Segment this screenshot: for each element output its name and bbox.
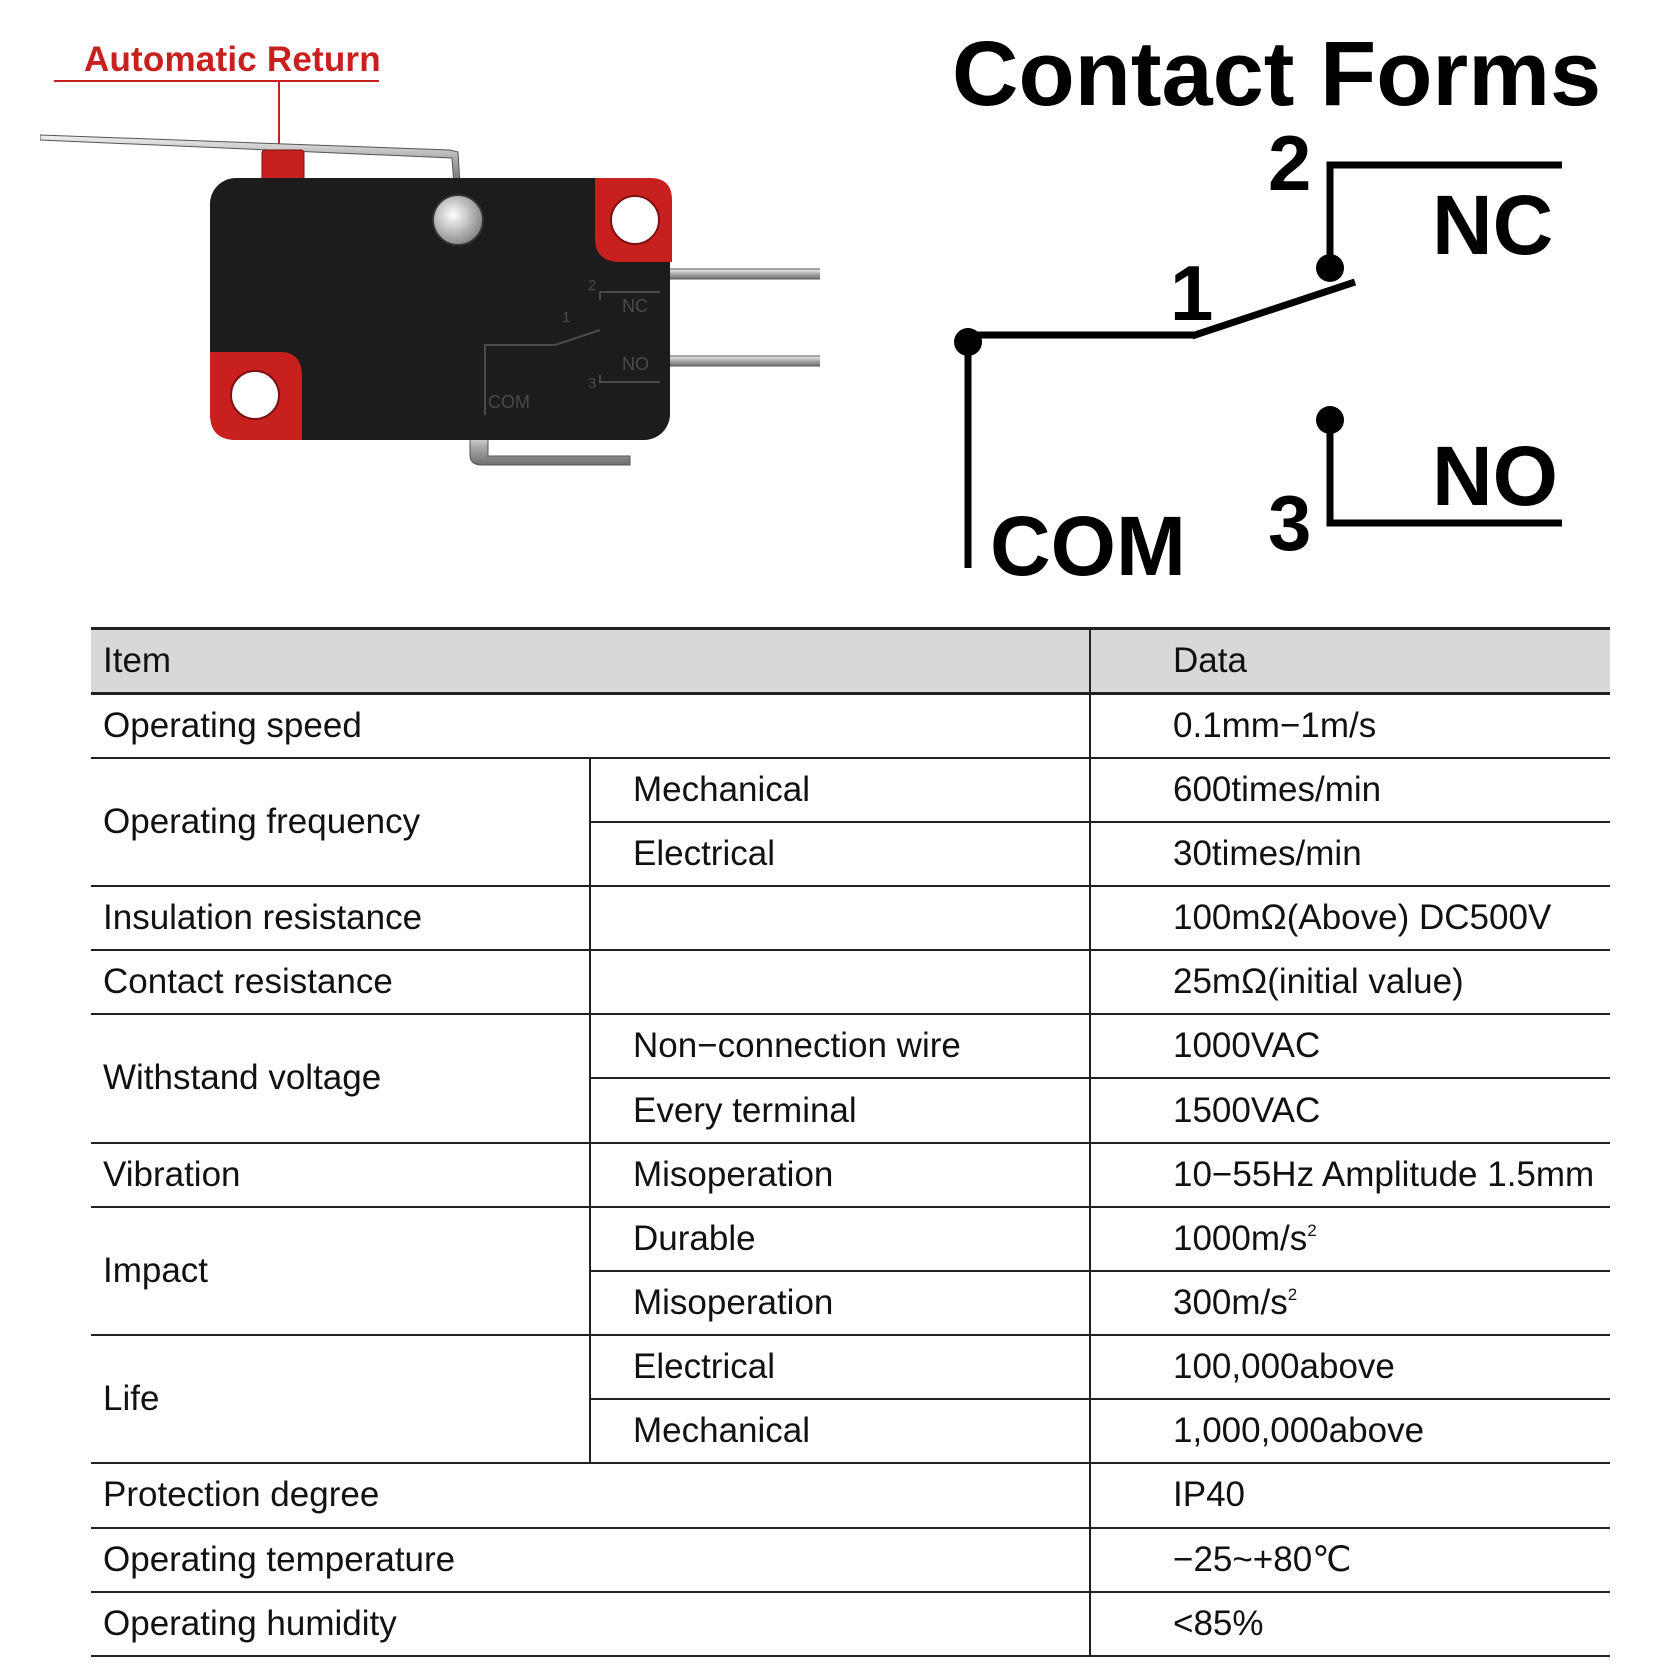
automatic-return-callout: Automatic Return xyxy=(84,40,381,79)
micro-switch-illustration xyxy=(40,130,820,480)
row-label-operating-frequency: Operating frequency xyxy=(91,758,590,886)
switch-blade xyxy=(1192,282,1355,336)
embossed-nc-label: NC xyxy=(622,296,648,316)
embossed-pin-2: 2 xyxy=(588,277,597,294)
impact-misoperation-value: 300m/s xyxy=(1173,1282,1288,1322)
header-item-sub xyxy=(590,629,1090,694)
sub-label-every-terminal: Every terminal xyxy=(590,1078,1090,1142)
lever-arm xyxy=(40,135,460,185)
no-label: NO xyxy=(1432,429,1558,523)
terminal-nc xyxy=(665,269,820,279)
row-value-operating-temperature: −25~+80℃ xyxy=(1090,1528,1610,1592)
impact-durable-value: 1000m/s xyxy=(1173,1218,1308,1258)
sub-label-frequency-mechanical: Mechanical xyxy=(590,758,1090,822)
table-row xyxy=(91,1592,1610,1656)
row-value-life-electrical: 100,000above xyxy=(1090,1335,1610,1399)
nc-contact-dot xyxy=(1316,254,1344,282)
sub-label-life-mechanical: Mechanical xyxy=(590,1399,1090,1463)
embossed-pin-3: 3 xyxy=(588,375,597,392)
row-value-operating-speed: 0.1mm−1m/s xyxy=(1090,694,1610,758)
pin-1-label: 1 xyxy=(1170,249,1214,337)
table-row xyxy=(91,1014,1610,1078)
table-row xyxy=(91,1335,1610,1399)
table-row xyxy=(91,1528,1610,1592)
nc-label: NC xyxy=(1432,178,1554,272)
row-value-non-connection-wire: 1000VAC xyxy=(1090,1014,1610,1078)
impact-durable-exponent: 2 xyxy=(1307,1220,1317,1240)
row-label-operating-speed: Operating speed xyxy=(91,694,1090,758)
row-label-insulation-resistance: Insulation resistance xyxy=(91,886,590,950)
empty-sub-cell xyxy=(590,886,1090,950)
row-label-operating-humidity: Operating humidity xyxy=(91,1592,1090,1656)
row-label-impact: Impact xyxy=(91,1207,590,1335)
sub-label-life-electrical: Electrical xyxy=(590,1335,1090,1399)
mounting-hole-top-right xyxy=(611,196,659,244)
row-value-insulation-resistance: 100mΩ(Above) DC500V xyxy=(1090,886,1610,950)
contact-forms-schematic xyxy=(930,110,1600,590)
row-value-protection-degree: IP40 xyxy=(1090,1463,1610,1527)
row-value-frequency-electrical: 30times/min xyxy=(1090,822,1610,886)
table-row xyxy=(91,694,1610,758)
sub-label-impact-misoperation: Misoperation xyxy=(590,1271,1090,1335)
row-value-operating-humidity: <85% xyxy=(1090,1592,1610,1656)
row-value-frequency-mechanical: 600times/min xyxy=(1090,758,1610,822)
row-label-operating-temperature: Operating temperature xyxy=(91,1528,1090,1592)
contact-forms-title: Contact Forms xyxy=(952,23,1602,125)
row-value-life-mechanical: 1,000,000above xyxy=(1090,1399,1610,1463)
com-label: COM xyxy=(990,499,1186,590)
table-row xyxy=(91,886,1610,950)
table-header-row xyxy=(91,629,1610,694)
row-label-contact-resistance: Contact resistance xyxy=(91,950,590,1014)
header-item: Item xyxy=(91,629,590,694)
specifications-table xyxy=(91,627,1610,1657)
row-label-vibration: Vibration xyxy=(91,1143,590,1207)
sub-label-non-connection-wire: Non−connection wire xyxy=(590,1014,1090,1078)
row-value-vibration: 10−55Hz Amplitude 1.5mm xyxy=(1090,1143,1610,1207)
row-label-withstand-voltage: Withstand voltage xyxy=(91,1014,590,1142)
pin-2-label: 2 xyxy=(1268,119,1312,207)
impact-misoperation-exponent: 2 xyxy=(1287,1284,1298,1304)
body-rivet xyxy=(433,195,483,245)
sub-label-impact-durable: Durable xyxy=(590,1207,1090,1271)
no-contact-dot xyxy=(1316,406,1344,434)
sub-label-vibration-misoperation: Misoperation xyxy=(590,1143,1090,1207)
header-data: Data xyxy=(1090,629,1610,694)
row-label-life: Life xyxy=(91,1335,590,1463)
terminal-no xyxy=(665,356,820,366)
row-value-contact-resistance: 25mΩ(initial value) xyxy=(1090,950,1610,1014)
table-row xyxy=(91,1463,1610,1527)
embossed-pin-1: 1 xyxy=(562,309,571,326)
embossed-no-label: NO xyxy=(622,354,649,374)
com-terminal-dot xyxy=(954,328,982,356)
callout-underline xyxy=(54,80,379,82)
embossed-com-label: COM xyxy=(488,392,530,412)
table-row xyxy=(91,950,1610,1014)
empty-sub-cell xyxy=(590,950,1090,1014)
row-value-every-terminal: 1500VAC xyxy=(1090,1078,1610,1142)
row-label-protection-degree: Protection degree xyxy=(91,1463,1090,1527)
table-row xyxy=(91,1143,1610,1207)
row-value-impact-durable xyxy=(1090,1207,1610,1271)
sub-label-frequency-electrical: Electrical xyxy=(590,822,1090,886)
row-value-impact-misoperation xyxy=(1090,1271,1610,1335)
mounting-hole-bottom-left xyxy=(231,371,279,419)
pin-3-label: 3 xyxy=(1268,479,1312,567)
table-row xyxy=(91,1207,1610,1271)
table-row xyxy=(91,758,1610,822)
